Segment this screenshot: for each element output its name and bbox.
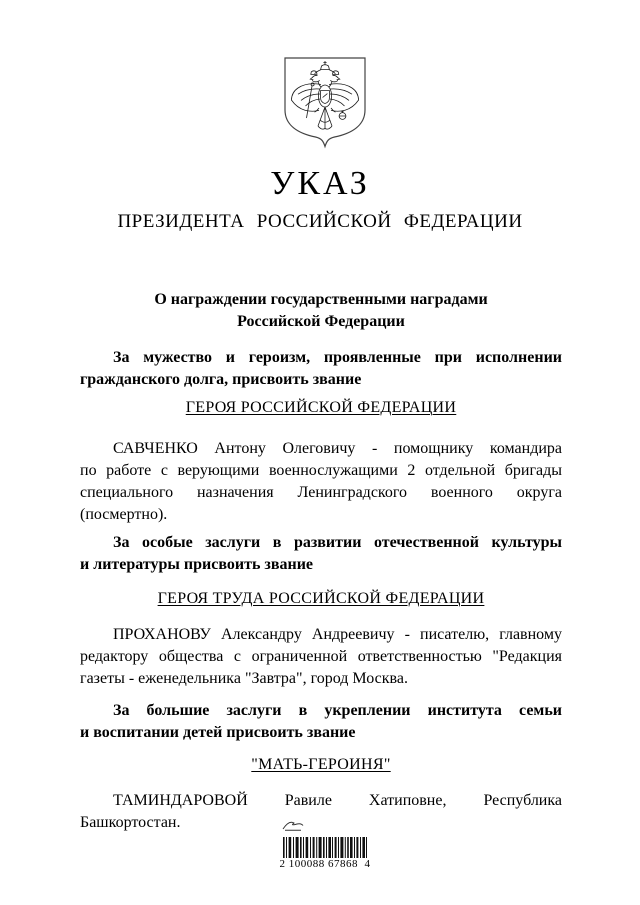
lead-paragraph-line: За большие заслуги в укреплении института семьи	[113, 702, 562, 719]
awardee-paragraph	[80, 624, 562, 690]
lead-paragraph-line: и воспитании детей присвоить звание	[80, 724, 356, 741]
russia-coat-of-arms-icon	[283, 56, 367, 151]
awardee-paragraph-line: газеты - еженедельника "Завтра", город Москва.	[80, 670, 408, 687]
award-title-heading: ГЕРОЯ ТРУДА РОССИЙСКОЙ ФЕДЕРАЦИИ	[157, 590, 485, 607]
awardee-paragraph-line: ПРОХАНОВУ Александру Андреевичу - писателю, главному	[113, 626, 562, 643]
barcode-icon	[283, 837, 367, 858]
awardee-paragraph-line: специального назначения Ленинградского военного округа	[80, 484, 562, 501]
awardee-paragraph-line: (посмертно).	[80, 506, 168, 523]
lead-paragraph	[80, 700, 562, 744]
decree-title: УКАЗ	[270, 165, 370, 202]
award-title-heading: ГЕРОЯ РОССИЙСКОЙ ФЕДЕРАЦИИ	[185, 399, 457, 416]
lead-paragraph-line: За мужество и героизм, проявленные при исполнении	[113, 349, 562, 366]
awardee-paragraph-line: ТАМИНДАРОВОЙ Равиле Хатиповне, Республика Башкортостан.	[80, 792, 562, 831]
awardee-paragraph	[80, 438, 562, 526]
subject-line: Российской Федерации	[237, 313, 405, 330]
decree-subject	[80, 289, 562, 333]
decree-subtitle: ПРЕЗИДЕНТА РОССИЙСКОЙ ФЕДЕРАЦИИ	[117, 211, 523, 232]
awardee-paragraph-line: по работе с верующими военнослужащими 2 отдельной бригады	[80, 462, 562, 479]
awardee-paragraph-line: САВЧЕНКО Антону Олеговичу - помощнику командира	[113, 440, 562, 457]
awardee-paragraph	[80, 790, 562, 834]
barcode-digits: 2 100088 67868 4	[279, 858, 371, 870]
lead-paragraph	[80, 532, 562, 576]
lead-paragraph-line: гражданского долга, присвоить звание	[80, 371, 362, 388]
lead-paragraph-line: и литературы присвоить звание	[80, 556, 314, 573]
award-title-heading: "МАТЬ-ГЕРОИНЯ"	[251, 756, 391, 773]
awardee-paragraph-line: редактору общества с ограниченной ответственностью "Редакция	[80, 648, 562, 665]
lead-paragraph-line: За особые заслуги в развитии отечественной культуры	[113, 534, 562, 551]
lead-paragraph	[80, 347, 562, 391]
subject-line: О награждении государственными наградами	[154, 291, 488, 308]
signature-mark-icon	[280, 818, 306, 833]
